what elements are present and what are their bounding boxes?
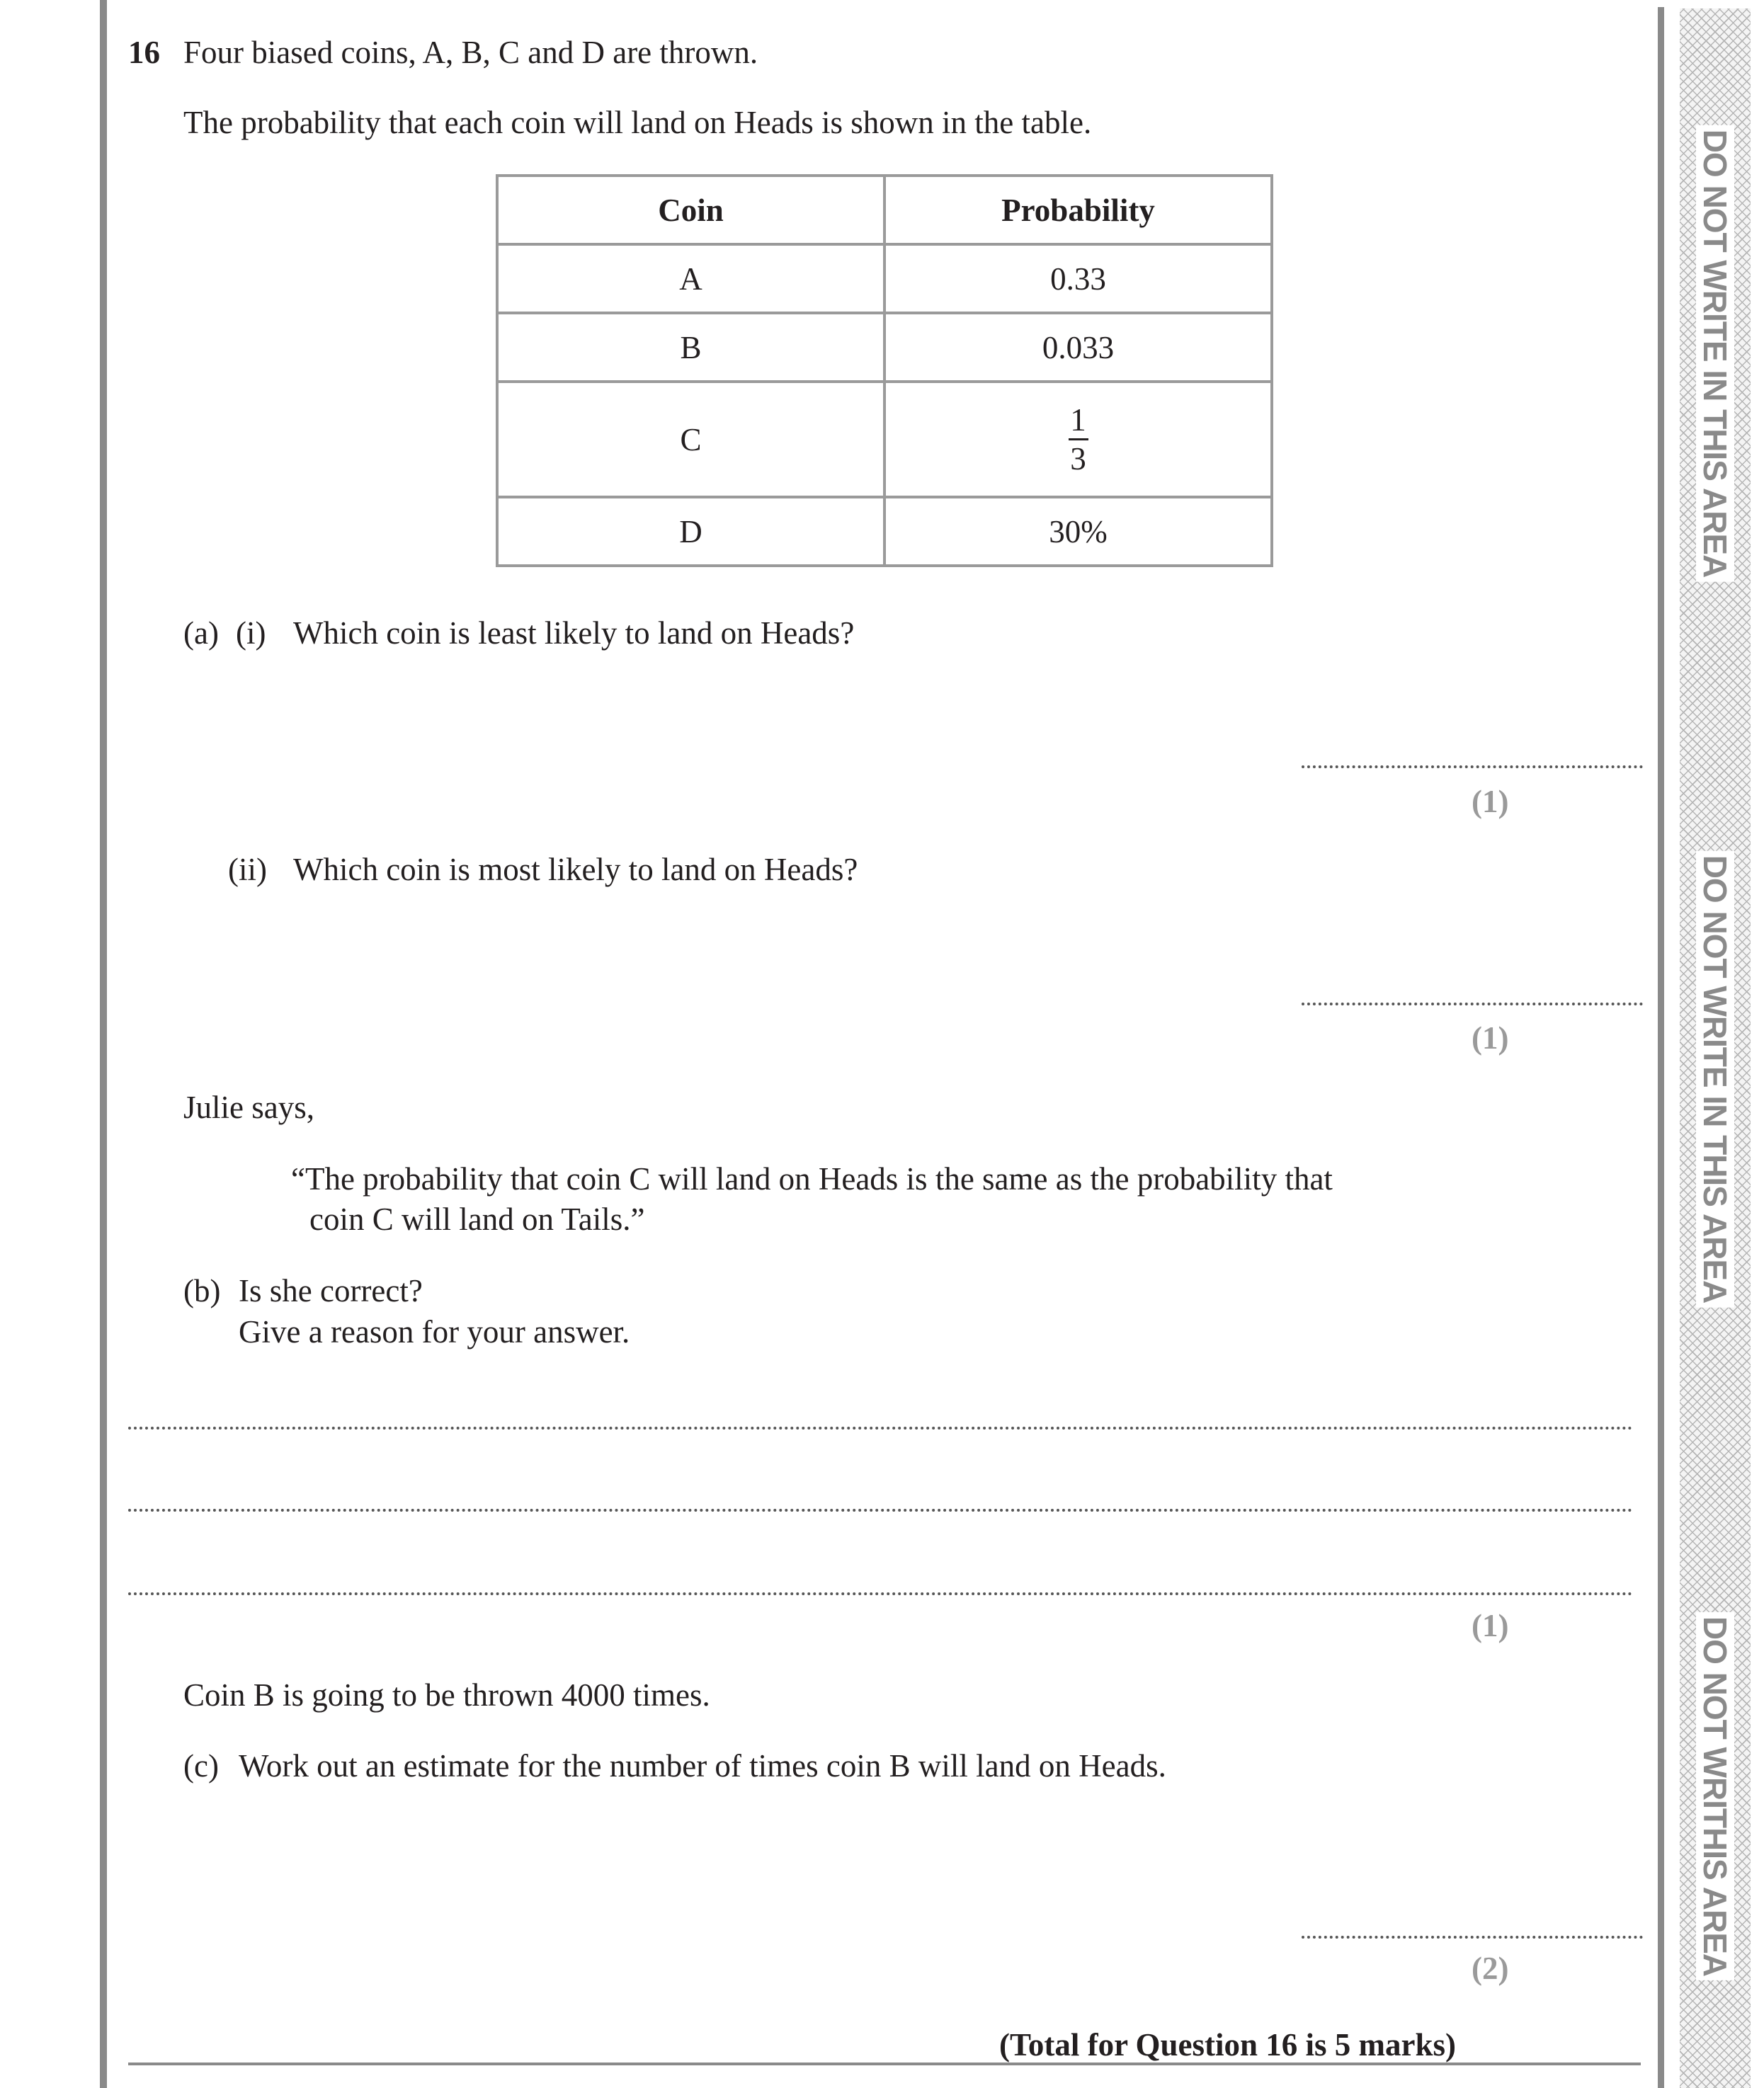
probability-cell: 0.033: [884, 313, 1272, 382]
question-intro: Four biased coins, A, B, C and D are thrown.: [183, 35, 758, 70]
header-coin: Coin: [497, 176, 884, 244]
table-row: [497, 497, 1272, 566]
fraction-numerator: 1: [1070, 402, 1086, 438]
table-row: [497, 244, 1272, 313]
table-row: [497, 382, 1272, 497]
answer-line-b-1[interactable]: [128, 1427, 1633, 1430]
marks-a-i: (1): [1472, 784, 1509, 819]
table-intro: The probability that each coin will land on Heads is shown in the table.: [183, 105, 1092, 140]
part-c-label: (c): [183, 1748, 219, 1784]
fraction-bar: [1069, 438, 1088, 440]
fraction-denominator: 3: [1070, 441, 1086, 477]
julie-quote-line2: coin C will land on Tails.”: [309, 1202, 645, 1237]
answer-line-b-2[interactable]: [128, 1509, 1633, 1512]
fraction: [1069, 402, 1088, 477]
part-c-question: Work out an estimate for the number of times coin B will land on Heads.: [239, 1748, 1166, 1784]
part-a-ii-question: Which coin is most likely to land on Heads?: [293, 852, 858, 887]
coin-cell: D: [497, 497, 884, 566]
part-a-i-question: Which coin is least likely to land on Heads?: [293, 615, 855, 651]
answer-line-a-ii[interactable]: [1302, 1003, 1643, 1005]
part-b-label: (b): [183, 1273, 221, 1308]
probability-cell: [884, 382, 1272, 497]
answer-line-c[interactable]: [1302, 1936, 1643, 1939]
margin-label-bottom: DO NOT WRITHIS AREA: [1696, 1612, 1734, 1980]
answer-line-b-3[interactable]: [128, 1592, 1633, 1595]
part-a-ii-label: (ii): [228, 852, 267, 887]
julie-quote-line1: “The probability that coin C will land on Heads is the same as the probability that: [291, 1161, 1333, 1197]
probability-table: [496, 174, 1273, 567]
header-probability: Probability: [884, 176, 1272, 244]
part-a-i-label: (i): [236, 615, 266, 651]
marks-c: (2): [1472, 1951, 1509, 1986]
do-not-write-margin: [1680, 8, 1751, 2088]
table-row: [497, 313, 1272, 382]
marks-b: (1): [1472, 1608, 1509, 1643]
coin-b-statement: Coin B is going to be thrown 4000 times.: [183, 1677, 710, 1713]
margin-label-top: DO NOT WRITE IN THIS AREA: [1696, 125, 1734, 582]
answer-line-a-i[interactable]: [1302, 765, 1643, 768]
table-header-row: [497, 176, 1272, 244]
part-b-instruction: Give a reason for your answer.: [239, 1314, 630, 1350]
julie-says: Julie says,: [183, 1090, 314, 1125]
probability-cell: 30%: [884, 497, 1272, 566]
question-total: (Total for Question 16 is 5 marks): [999, 2027, 1457, 2063]
part-b-question: Is she correct?: [239, 1273, 423, 1308]
margin-label-middle: DO NOT WRITE IN THIS AREA: [1696, 851, 1734, 1308]
part-a-label: (a): [183, 615, 219, 651]
question-number: 16: [128, 35, 160, 70]
left-margin-rule: [100, 0, 107, 2088]
coin-cell: B: [497, 313, 884, 382]
right-margin-rule: [1658, 7, 1664, 2088]
probability-cell: 0.33: [884, 244, 1272, 313]
coin-cell: C: [497, 382, 884, 497]
marks-a-ii: (1): [1472, 1020, 1509, 1056]
bottom-rule: [128, 2063, 1641, 2065]
coin-cell: A: [497, 244, 884, 313]
